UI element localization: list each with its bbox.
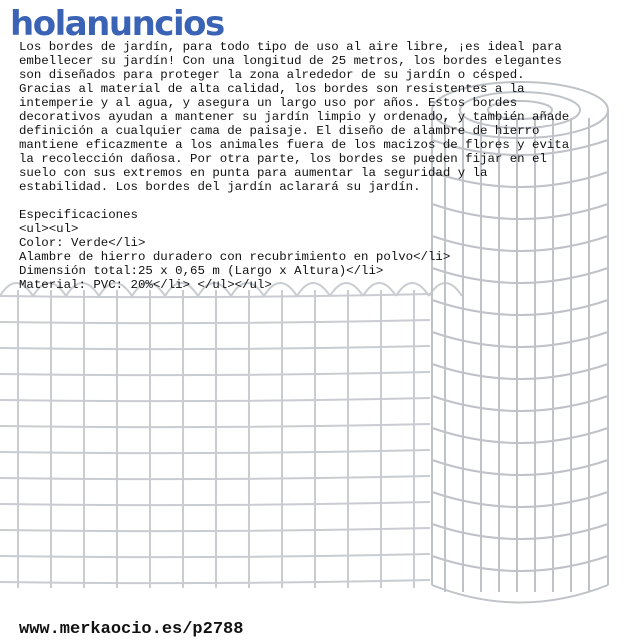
fence-wire — [432, 556, 608, 571]
spec-line: Alambre de hierro duradero con recubrimiento en polvo</li> — [19, 250, 451, 264]
fence-wire — [432, 300, 608, 315]
spec-heading: Especificaciones — [19, 208, 138, 222]
product-url[interactable]: www.merkaocio.es/p2788 — [19, 620, 244, 639]
spec-line: <ul><ul> — [19, 222, 79, 236]
fence-wire — [432, 460, 608, 475]
fence-wire — [432, 492, 608, 507]
product-description — [19, 40, 619, 292]
fence-wire — [432, 332, 608, 347]
logo-text-part: anu — [64, 4, 132, 44]
fence-wire — [432, 585, 608, 603]
logo-text-part: hol — [10, 4, 65, 44]
description-paragraph: Los bordes de jardín, para todo tipo de uso al aire libre, ¡es ideal para embellecer su jardín! Con una longitud de 25 metros, los bordes elegantes son diseñados para proteger la zona alrededor de su jardín o césped. Gracias al material de alta calidad, los bordes son resistentes a la intemperie y al agua, y asegura un largo uso por años. Estos bordes decorativos ayudan a mantener su jardín limpio y ordenado, y también añade definición a cualquier cama de paisaje. El diseño de alambre de hierro mantiene eficazmente a los animales fuera de los macizos de flores y evita la recolección dañosa. Por otra parte, los bordes se pueden fijar en el suelo con sus extremos en punta para aumentar la seguridad y la estabilidad. Los bordes del jardín aclarará su jardín. — [19, 40, 570, 194]
fence-wire — [432, 396, 608, 411]
logo-text-part: ncios — [131, 4, 224, 44]
spec-line: Material: PVC: 20%</li> </ul></ul> — [19, 278, 272, 292]
fence-wire — [432, 428, 608, 443]
spec-line: Color: Verde</li> — [19, 236, 146, 250]
holanuncios-logo — [10, 4, 224, 44]
fence-wire — [432, 524, 608, 539]
spec-line: Dimensión total:25 x 0,65 m (Largo x Altura)</li> — [19, 264, 384, 278]
fence-wire — [432, 364, 608, 379]
